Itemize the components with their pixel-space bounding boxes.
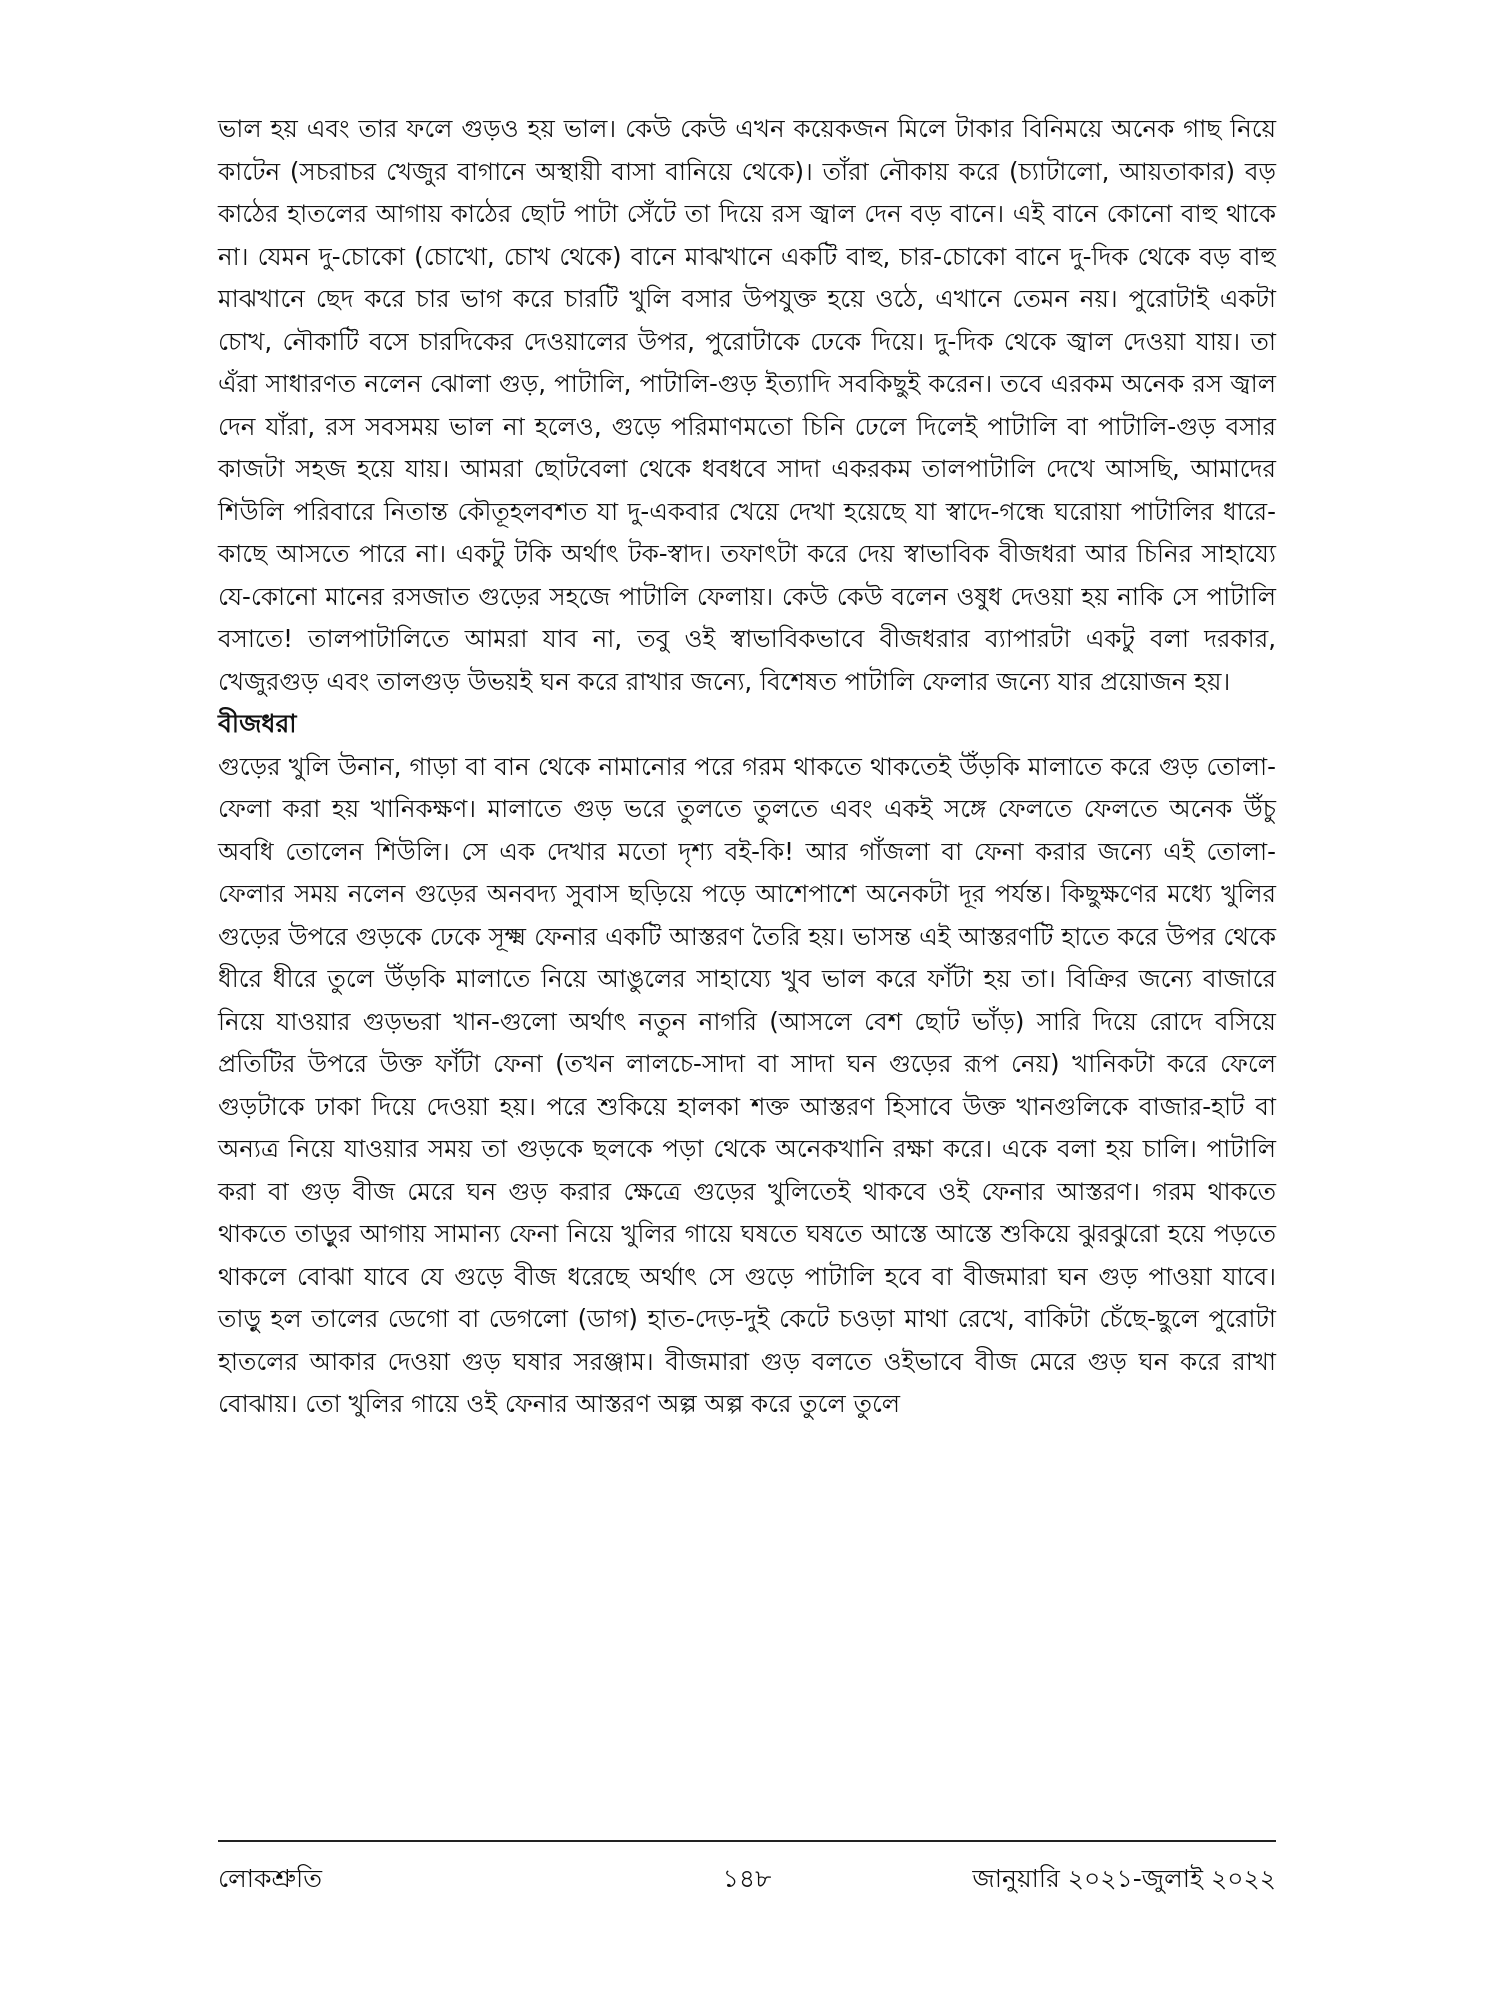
page-number: ১৪৮ [722,1864,772,1893]
journal-name: লোকশ্রুতি [218,1864,322,1893]
issue-date: জানুয়ারি ২০২১-জুলাই ২০২২ [972,1864,1276,1893]
page-footer [218,1856,1276,1906]
body-paragraph-1: ভাল হয় এবং তার ফলে গুড়ও হয় ভাল। কেউ কেউ এখন কয়েকজন মিলে টাকার বিনিময়ে অনেক গাছ নিয়ে কাটেন (সচরাচর খেজুর বাগানে অস্থায়ী বাসা বানিয়ে থেকে)। তাঁরা নৌকায় করে (চ্যাটালো, আয়তাকার) বড় কাঠের হাতলের আগায় কাঠের ছোট পাটা সেঁটে তা দিয়ে রস জ্বাল দেন বড় বানে। এই বানে কোনো বাহু থাকে না। যেমন দু-চোকো (চোখো, চোখ থেকে) বানে মাঝখানে একটি বাহু, চার-চোকো বানে দু-দিক থেকে বড় বাহু মাঝখানে ছেদ করে চার ভাগ করে চারটি খুলি বসার উপযুক্ত হয়ে ওঠে, এখানে তেমন নয়। পুরোটাই একটা চোখ, নৌকাটি বসে চারদিকের দেওয়ালের উপর, পুরোটাকে ঢেকে দিয়ে। দু-দিক থেকে জ্বাল দেওয়া যায়। তা এঁরা সাধারণত নলেন ঝোলা গুড়, পাটালি, পাটালি-গুড় ইত্যাদি সবকিছুই করেন। তবে এরকম অনেক রস জ্বাল দেন যাঁরা, রস সবসময় ভাল না হলেও, গুড়ে পরিমাণমতো চিনি ঢেলে দিলেই পাটালি বা পাটালি-গুড় বসার কাজটা সহজ হয়ে যায়। আমরা ছোটবেলা থেকে ধবধবে সাদা একরকম তালপাটালি দেখে আসছি, আমাদের শিউলি পরিবারে নিতান্ত কৌতূহলবশত যা দু-একবার খেয়ে দেখা হয়েছে যা স্বাদে-গন্ধে ঘরোয়া পাটালির ধারে-কাছে আসতে পারে না। একটু টকি অর্থাৎ টক-স্বাদ। তফাৎটা করে দেয় স্বাভাবিক বীজধরা আর চিনির সাহায্যে যে-কোনো মানের রসজাত গুড়ের সহজে পাটালি ফেলায়। কেউ কেউ বলেন ওষুধ দেওয়া হয় নাকি সে পাটালি বসাতে! তালপাটালিতে আমরা যাব না, তবু ওই স্বাভাবিকভাবে বীজধরার ব্যাপারটা একটু বলা দরকার, খেজুরগুড় এবং তালগুড় উভয়ই ঘন করে রাখার জন্যে, বিশেষত পাটালি ফেলার জন্যে যার প্রয়োজন হয়। [218,114,1276,696]
section-heading: বীজধরা [218,709,297,738]
footer-divider [218,1840,1276,1842]
page-body [218,108,1276,1868]
body-paragraph-2: গুড়ের খুলি উনান, গাড়া বা বান থেকে নামানোর পরে গরম থাকতে থাকতেই উঁড়কি মালাতে করে গুড় তোলা-ফেলা করা হয় খানিকক্ষণ। মালাতে গুড় ভরে তুলতে তুলতে এবং একই সঙ্গে ফেলতে ফেলতে অনেক উঁচু অবধি তোলেন শিউলি। সে এক দেখার মতো দৃশ্য বই-কি! আর গাঁজলা বা ফেনা করার জন্যে এই তোলা-ফেলার সময় নলেন গুড়ের অনবদ্য সুবাস ছড়িয়ে পড়ে আশেপাশে অনেকটা দূর পর্যন্ত। কিছুক্ষণের মধ্যে খুলির গুড়ের উপরে গুড়কে ঢেকে সূক্ষ্ম ফেনার একটি আস্তরণ তৈরি হয়। ভাসন্ত এই আস্তরণটি হাতে করে উপর থেকে ধীরে ধীরে তুলে উঁড়কি মালাতে নিয়ে আঙুলের সাহায্যে খুব ভাল করে ফাঁটা হয় তা। বিক্রির জন্যে বাজারে নিয়ে যাওয়ার গুড়ভরা খান-গুলো অর্থাৎ নতুন নাগরি (আসলে বেশ ছোট ভাঁড়) সারি দিয়ে রোদে বসিয়ে প্রতিটির উপরে উক্ত ফাঁটা ফেনা (তখন লালচে-সাদা বা সাদা ঘন গুড়ের রূপ নেয়) খানিকটা করে ফেলে গুড়টাকে ঢাকা দিয়ে দেওয়া হয়। পরে শুকিয়ে হালকা শক্ত আস্তরণ হিসাবে উক্ত খানগুলিকে বাজার-হাট বা অন্যত্র নিয়ে যাওয়ার সময় তা গুড়কে ছলকে পড়া থেকে অনেকখানি রক্ষা করে। একে বলা হয় চালি। পাটালি করা বা গুড় বীজ মেরে ঘন গুড় করার ক্ষেত্রে গুড়ের খুলিতেই থাকবে ওই ফেনার আস্তরণ। গরম থাকতে থাকতে তাড়ুর আগায় সামান্য ফেনা নিয়ে খুলির গায়ে ঘষতে ঘষতে আস্তে আস্তে শুকিয়ে ঝুরঝুরো হয়ে পড়তে থাকলে বোঝা যাবে যে গুড়ে বীজ ধরেছে অর্থাৎ সে গুড়ে পাটালি হবে বা বীজমারা ঘন গুড় পাওয়া যাবে। তাড়ু হল তালের ডেগো বা ডেগলো (ডাগ) হাত-দেড়-দুই কেটে চওড়া মাথা রেখে, বাকিটা চেঁছে-ছুলে পুরোটা হাতলের আকার দেওয়া গুড় ঘষার সরঞ্জাম। বীজমারা গুড় বলতে ওইভাবে বীজ মেরে গুড় ঘন করে রাখা বোঝায়। তো খুলির গায়ে ওই ফেনার আস্তরণ অল্প অল্প করে তুলে তুলে [218,751,1276,1418]
